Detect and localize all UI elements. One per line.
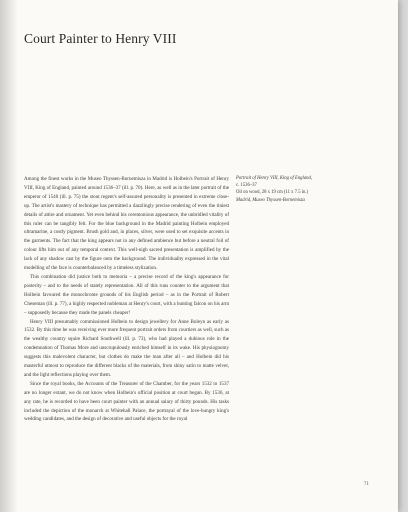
caption-location: Madrid, Museo Thyssen-Bornemisza [236,197,305,203]
paragraph: Henry VIII presumably commissioned Holbein to design jewellery for Anne Boleyn as early as 1532. By this time he was receiving ever more frequent portrait orders from courtiers as well, such as the wealthy country squire Richard Southwell (ill. p. 73), who had played a dubious role in the condemnation of Thomas More and unscrupulously enriched himself in its wake. His physiognomy suggests this malevolent character, but clothes do make the man after all – and Holbein did his masterful utmost to reproduce the different blacks of the materials, from shiny satin to matte velvet, and the light reflections playing over them. [24,318,229,378]
body-text [24,175,229,424]
chapter-heading: Court Painter to Henry VIII [24,31,177,46]
page-gutter-shadow [0,0,18,512]
page-number: 71 [364,482,369,487]
caption-title: Portrait of Henry VIII, King of England, [236,176,313,181]
paragraph: This combination did justice both to memoria – a precise record of the king's appearance for posterity – and to the needs of stately representation. All of this runs counter to the argument that Holbein favoured the monochrome grounds of his English period – as in the Portrait of Robert Cheseman (ill. p. 77), a highly respected nobleman at Henry's court, with a hunting falcon on his arm – supposedly because they made the panels cheaper! [24,273,229,316]
figure-caption [236,175,348,204]
caption-date: c. 1536–37 [236,183,257,189]
paragraph: Among the finest works in the Museo Thyssen-Bornemisza in Madrid is Holbein's Portrait of Henry VIII, King of England, painted around 1536–37 (ill. p. 70). Here, as well as in the later portrait of the emperor of 1540 (ill. p. 75) the stout regent's self-assured personality is presented in extreme close-up. The artist's mastery of technique has permitted a dazzlingly precise rendering of even the tiniest details of attire and ornament. Yet even behind his ceremonious appearance, the unbridled vitality of this ruler can be tangibly felt. For the blue background in the Madrid painting Holbein employed ultramarine, a costly pigment. Brush gold and, in places, silver, were used to set exquisite accents in the garments. The fact that the king appears not in any defined ambience but before a neutral foil of colour lifts him out of any temporal context. This well-nigh sacred presentation is amplified by the lack of any shadow cast by the figure onto the background. The individuality expressed in the vital modelling of the face is counterbalanced by a timeless stylization. [24,176,229,272]
paragraph: Since the royal books, the Accounts of the Treasurer of the Chamber, for the years 1532 to 1537 are no longer extant, we do not know when Holbein's official position at court began. By 1536, at any rate, he is recorded to have been court painter with an annual salary of thirty pounds. His tasks included the depiction of the monarch at Whitehall Palace, the portrayal of the love-hungry king's wedding candidates, and the design of decorative and useful objects for the royal [24,380,229,423]
caption-medium: Oil on wood, 28 x 19 cm (11 x 7.5 in.) [236,190,309,196]
